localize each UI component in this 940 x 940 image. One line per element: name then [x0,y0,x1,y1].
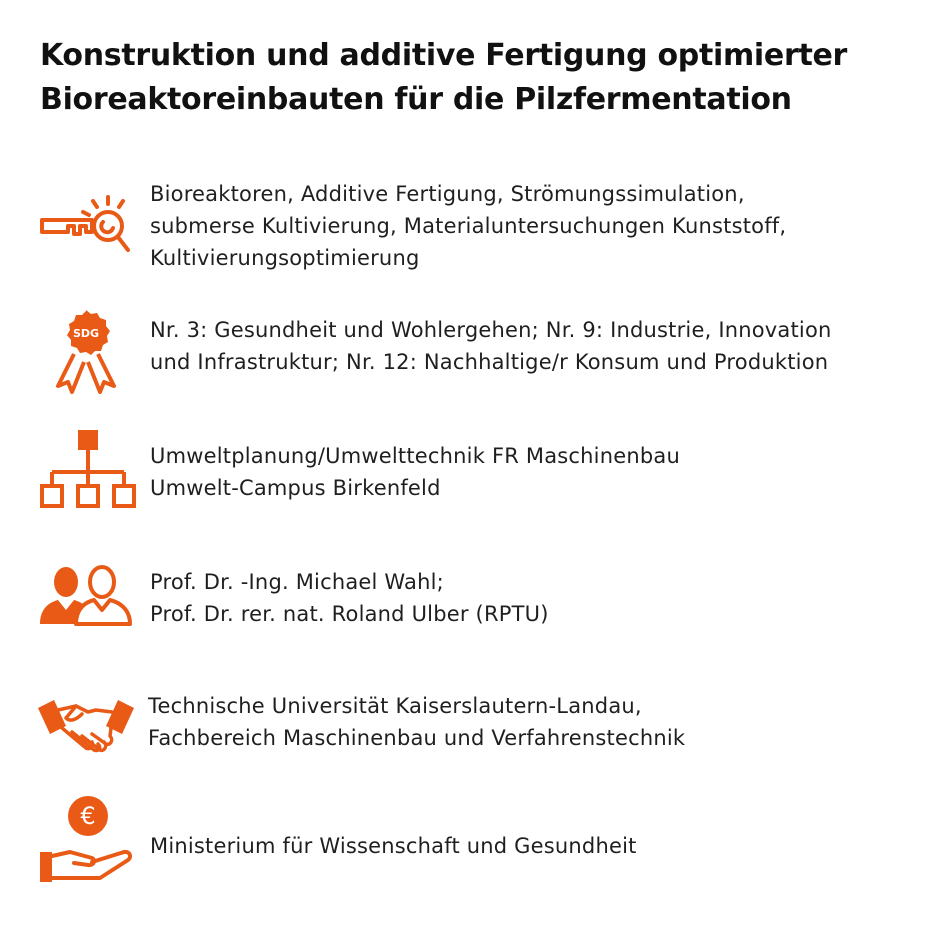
department-line-2: Umwelt-Campus Birkenfeld [150,476,441,500]
sdg-line-2: und Infrastruktur; Nr. 12: Nachhaltige/r Konsum und Produktion [150,350,829,374]
euro-hand-icon [36,794,136,886]
keywords-text [150,178,910,274]
partner-line-2: Fachbereich Maschinenbau und Verfahrenstechnik [148,726,686,750]
euro-sign: € [80,802,96,830]
sdg-line-1: Nr. 3: Gesundheit und Wohlergehen; Nr. 9: Industrie, Innovation [150,318,832,342]
funding-text [150,830,910,862]
keywords-line-1: Bioreaktoren, Additive Fertigung, Strömungssimulation, [150,182,745,206]
sdg-award-icon [36,306,136,398]
department-text [150,440,910,504]
funding-line-1: Ministerium für Wissenschaft und Gesundheit [150,834,637,858]
department-line-1: Umweltplanung/Umwelttechnik FR Maschinenbau [150,444,680,468]
partner-text [148,690,908,754]
sdg-label: SDG [72,327,100,340]
keywords-line-2: submerse Kultivierung, Materialuntersuchungen Kunststoff, [150,214,787,238]
sdg-text [150,314,910,378]
people-text [150,566,910,630]
title-line-2: Bioreaktoreinbauten für die Pilzfermentation [40,82,792,117]
key-search-icon [36,184,136,276]
keywords-line-3: Kultivierungsoptimierung [150,246,420,270]
page-title [40,34,910,122]
title-line-1: Konstruktion und additive Fertigung optimierter [40,38,848,73]
people-line-1: Prof. Dr. -Ing. Michael Wahl; [150,570,444,594]
handshake-icon [36,684,136,776]
people-icon [36,558,136,650]
people-line-2: Prof. Dr. rer. nat. Roland Ulber (RPTU) [150,602,549,626]
org-chart-icon [36,428,136,520]
partner-line-1: Technische Universität Kaiserslautern-Landau, [148,694,642,718]
